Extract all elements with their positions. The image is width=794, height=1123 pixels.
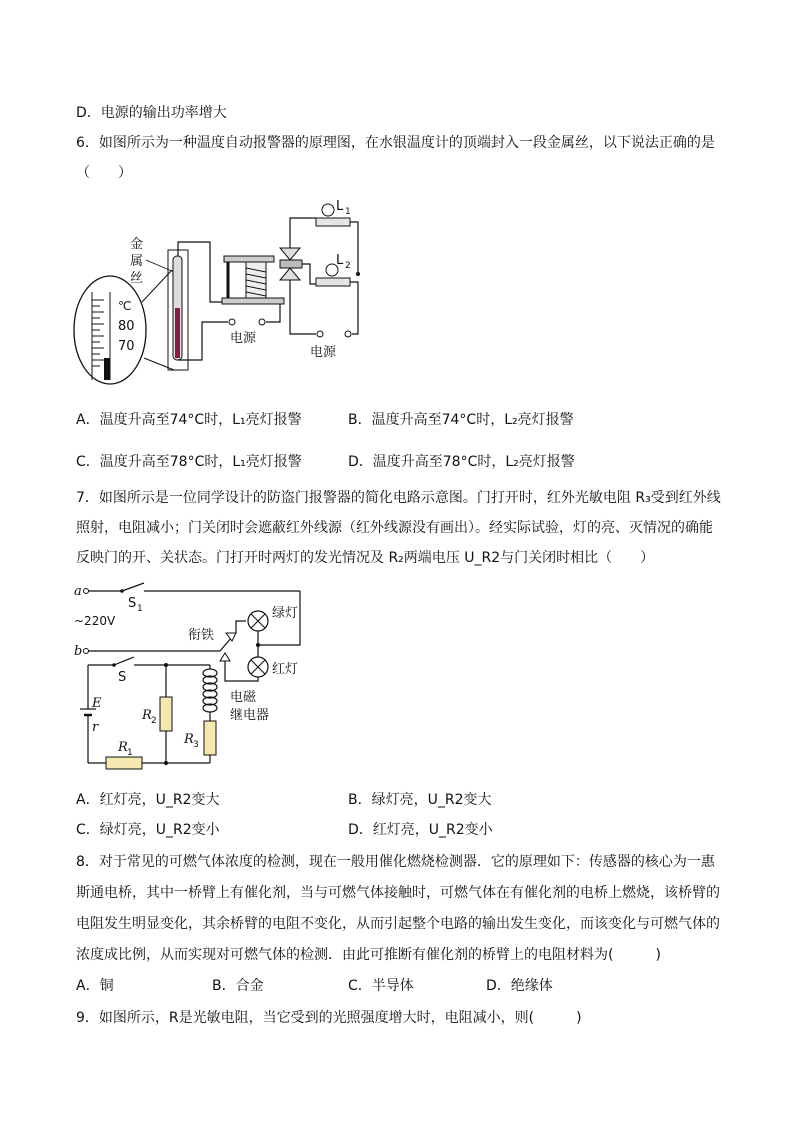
lamp-l2-label: L (336, 253, 344, 268)
resistor-r1-label: R (118, 740, 128, 755)
q7-option-b: B．绿灯亮，U_R2变大 (348, 792, 492, 808)
q6-stem-line1: 6．如图所示为一种温度自动报警器的原理图，在水银温度计的顶端封入一段金属丝，以下说法正确的是 (76, 135, 715, 151)
resistor-r3-label: R (184, 732, 194, 747)
terminal-a: a (74, 584, 82, 599)
resistor-r3 (204, 721, 216, 755)
q7-option-c: C．绿灯亮，U_R2变小 (76, 822, 220, 838)
q7-option-d: D．红灯亮，U_R2变小 (348, 822, 493, 838)
q5-option-d: D．电源的输出功率增大 (76, 105, 227, 121)
switch-s1-sub: 1 (137, 604, 143, 614)
switch-s1-label: S (128, 596, 137, 611)
lamp-l1-icon (322, 204, 334, 216)
relay-coil (203, 669, 217, 712)
q6-option-b: B．温度升高至74°C时，L₂亮灯报警 (348, 412, 574, 428)
q9-stem-line1: 9．如图所示，R是光敏电阻，当它受到的光照强度增大时，电阻减小，则( ) (76, 1010, 582, 1026)
ac-source-label: ~220V (74, 614, 116, 628)
q8-stem-line1: 8．对于常见的可燃气体浓度的检测，现在一般用催化燃烧检测器．它的原理如下：传感器的核心为一惠 (76, 854, 715, 870)
relay-label-2: 继电器 (230, 708, 270, 723)
resistor-r1-sub: 1 (127, 748, 133, 758)
power-right-label: 电源 (310, 345, 337, 360)
q7-figure-burglar-alarm (70, 575, 320, 775)
relay-label-1: 电磁 (230, 690, 257, 705)
lamp-l1-label: L (336, 199, 344, 214)
q8-stem-line2: 斯通电桥，其中一桥臂上有催化剂，当与可燃气体接触时，可燃气体在有催化剂的电桥上燃烧，该桥臂的 (76, 885, 720, 901)
resistor-r2 (160, 697, 172, 731)
q8-option-d: D．绝缘体 (486, 978, 553, 994)
mercury-column (104, 358, 110, 380)
resistor-r1 (106, 757, 142, 769)
terminal-b: b (74, 644, 83, 659)
q6-figure-temperature-alarm (70, 190, 370, 390)
resistor-r2-sub: 2 (151, 716, 157, 726)
internal-resistance-label: r (92, 720, 99, 735)
lamp-l2-sub: 2 (345, 261, 351, 271)
q7-stem-line3: 反映门的开、关状态。门打开时两灯的发光情况及 R₂两端电压 U_R2与门关闭时相比（ ） (76, 550, 655, 566)
q8-option-b: B．合金 (212, 978, 264, 994)
switch-s-label: S (118, 670, 127, 685)
tick-80: 80 (118, 319, 135, 334)
relay-base (222, 298, 284, 304)
q8-option-c: C．半导体 (348, 978, 414, 994)
q6-option-d: D．温度升高至78°C时，L₂亮灯报警 (348, 454, 575, 470)
power-left-label: 电源 (230, 331, 257, 346)
wire-label-2: 属 (130, 254, 144, 269)
resistor-r3-sub: 3 (193, 740, 199, 750)
q6-stem-line2: （ ） (76, 165, 132, 181)
wire-label-3: 丝 (130, 271, 144, 286)
q8-stem-line4: 浓度成比例，从而实现对可燃气体的检测．由此可推断有催化剂的桥臂上的电阻材料为( ) (76, 947, 661, 963)
resistor-r2-label: R (142, 708, 152, 723)
q6-option-c: C．温度升高至78°C时，L₁亮灯报警 (76, 454, 302, 470)
q6-option-a: A．温度升高至74°C时，L₁亮灯报警 (76, 412, 302, 428)
wire-label-1: 金 (130, 237, 144, 252)
q8-stem-line3: 电阻发生明显变化，其余桥臂的电阻不变化，从而引起整个电路的输出发生变化，而该变化与可燃气体的 (76, 916, 720, 932)
green-lamp-label: 绿灯 (272, 606, 299, 621)
switch-s (114, 657, 134, 665)
q7-stem-line1: 7．如图所示是一位同学设计的防盗门报警器的简化电路示意图。门打开时，红外光敏电阻 R₃受到红外线 (76, 490, 721, 506)
tick-70: 70 (118, 339, 135, 354)
armature (280, 260, 302, 268)
red-lamp-label: 红灯 (272, 662, 299, 677)
lamp-l1-sub: 1 (345, 207, 351, 217)
emf-label: E (92, 696, 102, 711)
q7-option-a: A．红灯亮，U_R2变大 (76, 792, 220, 808)
armature-label: 衔铁 (188, 628, 215, 643)
q7-stem-line2: 照射，电阻减小；门关闭时会遮蔽红外线源（红外线源没有画出）。经实际试验，灯的亮、灭情况的确能 (76, 520, 713, 536)
switch-s1 (122, 583, 144, 591)
unit-celsius: ℃ (118, 299, 132, 313)
q8-option-a: A．铜 (76, 978, 114, 994)
